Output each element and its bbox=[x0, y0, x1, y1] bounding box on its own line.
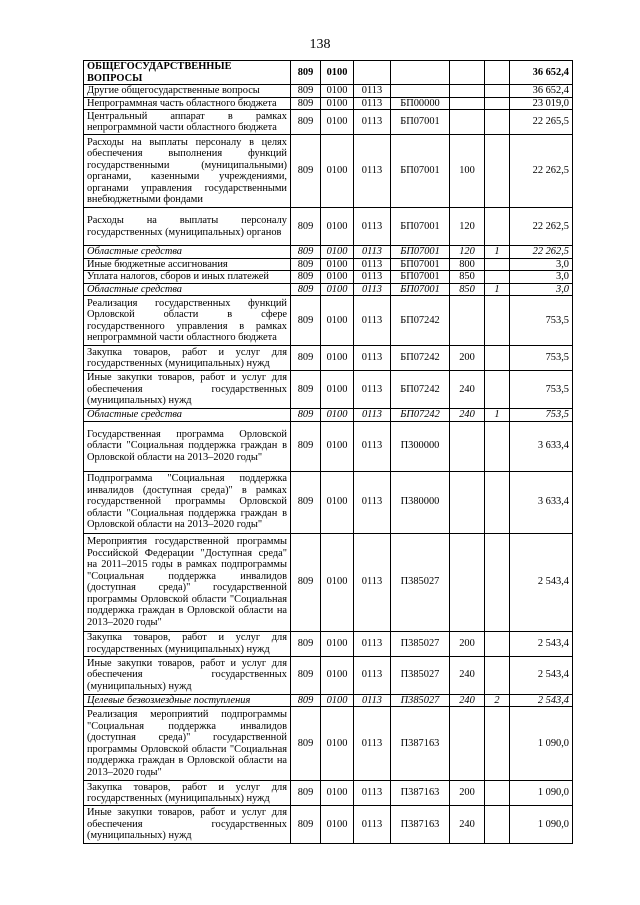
table-row bbox=[84, 421, 573, 471]
funding-source-cell bbox=[485, 806, 510, 844]
section-code-cell: 0100 bbox=[321, 707, 354, 781]
target-article-cell: П387163 bbox=[391, 781, 450, 806]
amount-cell: 753,5 bbox=[510, 371, 573, 409]
section-code-cell: 0100 bbox=[321, 346, 354, 371]
section-code-cell: 0100 bbox=[321, 371, 354, 409]
expense-type-cell: 120 bbox=[450, 246, 485, 259]
expense-type-cell: 240 bbox=[450, 694, 485, 707]
ministry-code-cell: 809 bbox=[291, 296, 321, 346]
funding-source-cell: 2 bbox=[485, 694, 510, 707]
subsection-code-cell: 0113 bbox=[354, 246, 391, 259]
funding-source-cell bbox=[485, 371, 510, 409]
expense-type-cell: 200 bbox=[450, 631, 485, 656]
row-name-cell: Иные бюджетные ассигнования bbox=[84, 258, 291, 271]
subsection-code-cell: 0113 bbox=[354, 346, 391, 371]
row-name-cell: Областные средства bbox=[84, 283, 291, 296]
amount-cell: 22 265,5 bbox=[510, 110, 573, 135]
target-article-cell: БП07242 bbox=[391, 296, 450, 346]
ministry-code-cell: 809 bbox=[291, 258, 321, 271]
expense-type-cell: 120 bbox=[450, 208, 485, 246]
row-name-cell: Закупка товаров, работ и услуг для государственных (муниципальных) нужд bbox=[84, 346, 291, 371]
table-row bbox=[84, 283, 573, 296]
amount-cell: 753,5 bbox=[510, 346, 573, 371]
row-name-cell: Областные средства bbox=[84, 246, 291, 259]
ministry-code-cell: 809 bbox=[291, 135, 321, 208]
table-row bbox=[84, 271, 573, 284]
row-name-cell: Другие общегосударственные вопросы bbox=[84, 85, 291, 98]
target-article-cell: П385027 bbox=[391, 631, 450, 656]
page-number: 138 bbox=[309, 37, 331, 52]
amount-cell: 22 262,5 bbox=[510, 246, 573, 259]
row-name-cell: Реализация государственных функций Орловской области в сфере государственного управления в рамках непрограммной части областного бюджета bbox=[84, 296, 291, 346]
table-row bbox=[84, 246, 573, 259]
target-article-cell: П300000 bbox=[391, 421, 450, 471]
subsection-code-cell: 0113 bbox=[354, 631, 391, 656]
table-row bbox=[84, 110, 573, 135]
section-code-cell: 0100 bbox=[321, 208, 354, 246]
target-article-cell: П385027 bbox=[391, 694, 450, 707]
table-row bbox=[84, 631, 573, 656]
table-body bbox=[84, 61, 573, 844]
section-code-cell: 0100 bbox=[321, 283, 354, 296]
target-article-cell: БП07242 bbox=[391, 371, 450, 409]
expense-type-cell: 240 bbox=[450, 806, 485, 844]
row-name-cell: Реализация мероприятий подпрограммы "Социальная поддержка инвалидов (доступная среда)" государственной программы Орловской области "Социальная поддержка граждан в Орловской области на 2013–2020 годы" bbox=[84, 707, 291, 781]
subsection-code-cell: 0113 bbox=[354, 271, 391, 284]
table-row bbox=[84, 781, 573, 806]
subsection-code-cell: 0113 bbox=[354, 296, 391, 346]
table-row bbox=[84, 85, 573, 98]
funding-source-cell bbox=[485, 631, 510, 656]
subsection-code-cell: 0113 bbox=[354, 283, 391, 296]
funding-source-cell bbox=[485, 110, 510, 135]
expense-type-cell: 240 bbox=[450, 371, 485, 409]
expense-type-cell: 850 bbox=[450, 283, 485, 296]
subsection-code-cell: 0113 bbox=[354, 371, 391, 409]
funding-source-cell: 1 bbox=[485, 246, 510, 259]
subsection-code-cell: 0113 bbox=[354, 409, 391, 422]
ministry-code-cell: 809 bbox=[291, 421, 321, 471]
amount-cell: 2 543,4 bbox=[510, 533, 573, 631]
ministry-code-cell: 809 bbox=[291, 283, 321, 296]
target-article-cell: БП07001 bbox=[391, 208, 450, 246]
section-code-cell: 0100 bbox=[321, 656, 354, 694]
target-article-cell: П385027 bbox=[391, 533, 450, 631]
section-code-cell: 0100 bbox=[321, 694, 354, 707]
amount-cell: 3,0 bbox=[510, 271, 573, 284]
table-row bbox=[84, 258, 573, 271]
ministry-code-cell: 809 bbox=[291, 61, 321, 85]
expense-type-cell bbox=[450, 61, 485, 85]
amount-cell: 2 543,4 bbox=[510, 656, 573, 694]
amount-cell: 36 652,4 bbox=[510, 61, 573, 85]
ministry-code-cell: 809 bbox=[291, 707, 321, 781]
target-article-cell: П387163 bbox=[391, 806, 450, 844]
funding-source-cell bbox=[485, 258, 510, 271]
target-article-cell: БП07001 bbox=[391, 271, 450, 284]
target-article-cell: БП07001 bbox=[391, 283, 450, 296]
amount-cell: 36 652,4 bbox=[510, 85, 573, 98]
subsection-code-cell: 0113 bbox=[354, 97, 391, 110]
subsection-code-cell: 0113 bbox=[354, 258, 391, 271]
table-row bbox=[84, 707, 573, 781]
section-code-cell: 0100 bbox=[321, 296, 354, 346]
section-code-cell: 0100 bbox=[321, 110, 354, 135]
target-article-cell bbox=[391, 61, 450, 85]
expense-type-cell: 240 bbox=[450, 656, 485, 694]
row-name-cell: Закупка товаров, работ и услуг для государственных (муниципальных) нужд bbox=[84, 631, 291, 656]
subsection-code-cell: 0113 bbox=[354, 806, 391, 844]
amount-cell: 2 543,4 bbox=[510, 631, 573, 656]
target-article-cell: БП07001 bbox=[391, 246, 450, 259]
expense-type-cell bbox=[450, 85, 485, 98]
row-name-cell: Закупка товаров, работ и услуг для государственных (муниципальных) нужд bbox=[84, 781, 291, 806]
table-row bbox=[84, 135, 573, 208]
expense-type-cell: 200 bbox=[450, 346, 485, 371]
expense-type-cell: 240 bbox=[450, 409, 485, 422]
budget-table bbox=[83, 60, 573, 844]
section-code-cell: 0100 bbox=[321, 409, 354, 422]
amount-cell: 2 543,4 bbox=[510, 694, 573, 707]
ministry-code-cell: 809 bbox=[291, 471, 321, 533]
amount-cell: 1 090,0 bbox=[510, 781, 573, 806]
expense-type-cell bbox=[450, 296, 485, 346]
expense-type-cell bbox=[450, 707, 485, 781]
funding-source-cell: 1 bbox=[485, 409, 510, 422]
section-code-cell: 0100 bbox=[321, 246, 354, 259]
row-name-cell: Областные средства bbox=[84, 409, 291, 422]
subsection-code-cell: 0113 bbox=[354, 208, 391, 246]
funding-source-cell bbox=[485, 707, 510, 781]
section-code-cell: 0100 bbox=[321, 135, 354, 208]
target-article-cell: БП07242 bbox=[391, 346, 450, 371]
ministry-code-cell: 809 bbox=[291, 271, 321, 284]
funding-source-cell bbox=[485, 296, 510, 346]
row-name-cell: ОБЩЕГОСУДАРСТВЕННЫЕ ВОПРОСЫ bbox=[84, 61, 291, 85]
target-article-cell: БП07001 bbox=[391, 110, 450, 135]
expense-type-cell bbox=[450, 110, 485, 135]
row-name-cell: Иные закупки товаров, работ и услуг для обеспечения государственных (муниципальных) нужд bbox=[84, 371, 291, 409]
amount-cell: 1 090,0 bbox=[510, 806, 573, 844]
subsection-code-cell: 0113 bbox=[354, 85, 391, 98]
amount-cell: 23 019,0 bbox=[510, 97, 573, 110]
row-name-cell: Уплата налогов, сборов и иных платежей bbox=[84, 271, 291, 284]
table-row bbox=[84, 346, 573, 371]
ministry-code-cell: 809 bbox=[291, 346, 321, 371]
table-row bbox=[84, 371, 573, 409]
ministry-code-cell: 809 bbox=[291, 806, 321, 844]
section-code-cell: 0100 bbox=[321, 258, 354, 271]
subsection-code-cell bbox=[354, 61, 391, 85]
ministry-code-cell: 809 bbox=[291, 694, 321, 707]
ministry-code-cell: 809 bbox=[291, 208, 321, 246]
ministry-code-cell: 809 bbox=[291, 246, 321, 259]
amount-cell: 22 262,5 bbox=[510, 208, 573, 246]
row-name-cell: Мероприятия государственной программы Российской Федерации "Доступная среда" на 2011–2015 годы в рамках подпрограммы "Социальная поддержка инвалидов (доступная среда)" государственной программы Орловской области "Социальная поддержка граждан в Орловской области на 2013–2020 годы" bbox=[84, 533, 291, 631]
funding-source-cell: 1 bbox=[485, 283, 510, 296]
subsection-code-cell: 0113 bbox=[354, 781, 391, 806]
section-code-cell: 0100 bbox=[321, 471, 354, 533]
section-code-cell: 0100 bbox=[321, 533, 354, 631]
funding-source-cell bbox=[485, 656, 510, 694]
table-row bbox=[84, 694, 573, 707]
amount-cell: 3 633,4 bbox=[510, 471, 573, 533]
target-article-cell: П385027 bbox=[391, 656, 450, 694]
row-name-cell: Иные закупки товаров, работ и услуг для обеспечения государственных (муниципальных) нужд bbox=[84, 656, 291, 694]
subsection-code-cell: 0113 bbox=[354, 656, 391, 694]
row-name-cell: Расходы на выплаты персоналу государственных (муниципальных) органов bbox=[84, 208, 291, 246]
amount-cell: 3,0 bbox=[510, 283, 573, 296]
table-row bbox=[84, 97, 573, 110]
expense-type-cell: 800 bbox=[450, 258, 485, 271]
funding-source-cell bbox=[485, 471, 510, 533]
subsection-code-cell: 0113 bbox=[354, 421, 391, 471]
amount-cell: 3 633,4 bbox=[510, 421, 573, 471]
row-name-cell: Расходы на выплаты персоналу в целях обеспечения выполнения функций государственными (муниципальными) органами, казенными учреждениями, органами управления государственными внебюджетными фондами bbox=[84, 135, 291, 208]
target-article-cell: БП00000 bbox=[391, 97, 450, 110]
subsection-code-cell: 0113 bbox=[354, 533, 391, 631]
expense-type-cell bbox=[450, 533, 485, 631]
funding-source-cell bbox=[485, 781, 510, 806]
row-name-cell: Иные закупки товаров, работ и услуг для обеспечения государственных (муниципальных) нужд bbox=[84, 806, 291, 844]
subsection-code-cell: 0113 bbox=[354, 707, 391, 781]
subsection-code-cell: 0113 bbox=[354, 135, 391, 208]
table-row bbox=[84, 806, 573, 844]
ministry-code-cell: 809 bbox=[291, 97, 321, 110]
amount-cell: 753,5 bbox=[510, 409, 573, 422]
amount-cell: 753,5 bbox=[510, 296, 573, 346]
expense-type-cell bbox=[450, 471, 485, 533]
amount-cell: 22 262,5 bbox=[510, 135, 573, 208]
target-article-cell: П380000 bbox=[391, 471, 450, 533]
subsection-code-cell: 0113 bbox=[354, 110, 391, 135]
funding-source-cell bbox=[485, 135, 510, 208]
amount-cell: 3,0 bbox=[510, 258, 573, 271]
expense-type-cell: 850 bbox=[450, 271, 485, 284]
section-code-cell: 0100 bbox=[321, 806, 354, 844]
target-article-cell: БП07242 bbox=[391, 409, 450, 422]
ministry-code-cell: 809 bbox=[291, 533, 321, 631]
expense-type-cell: 200 bbox=[450, 781, 485, 806]
row-name-cell: Непрограммная часть областного бюджета bbox=[84, 97, 291, 110]
subsection-code-cell: 0113 bbox=[354, 471, 391, 533]
row-name-cell: Центральный аппарат в рамках непрограммной части областного бюджета bbox=[84, 110, 291, 135]
funding-source-cell bbox=[485, 271, 510, 284]
row-name-cell: Подпрограмма "Социальная поддержка инвалидов (доступная среда)" в рамках государственной программы Орловской области "Социальная поддержка граждан в Орловской области на 2013–2020 годы" bbox=[84, 471, 291, 533]
subsection-code-cell: 0113 bbox=[354, 694, 391, 707]
table-row bbox=[84, 61, 573, 85]
target-article-cell: БП07001 bbox=[391, 258, 450, 271]
ministry-code-cell: 809 bbox=[291, 371, 321, 409]
funding-source-cell bbox=[485, 97, 510, 110]
ministry-code-cell: 809 bbox=[291, 85, 321, 98]
ministry-code-cell: 809 bbox=[291, 656, 321, 694]
section-code-cell: 0100 bbox=[321, 781, 354, 806]
expense-type-cell: 100 bbox=[450, 135, 485, 208]
row-name-cell: Целевые безвозмездные поступления bbox=[84, 694, 291, 707]
table-row bbox=[84, 296, 573, 346]
funding-source-cell bbox=[485, 208, 510, 246]
expense-type-cell bbox=[450, 97, 485, 110]
section-code-cell: 0100 bbox=[321, 61, 354, 85]
row-name-cell: Государственная программа Орловской области "Социальная поддержка граждан в Орловской области на 2013–2020 годы" bbox=[84, 421, 291, 471]
ministry-code-cell: 809 bbox=[291, 110, 321, 135]
section-code-cell: 0100 bbox=[321, 631, 354, 656]
table-row bbox=[84, 471, 573, 533]
ministry-code-cell: 809 bbox=[291, 631, 321, 656]
funding-source-cell bbox=[485, 533, 510, 631]
table-row bbox=[84, 656, 573, 694]
table-row bbox=[84, 409, 573, 422]
funding-source-cell bbox=[485, 85, 510, 98]
section-code-cell: 0100 bbox=[321, 85, 354, 98]
funding-source-cell bbox=[485, 61, 510, 85]
section-code-cell: 0100 bbox=[321, 271, 354, 284]
section-code-cell: 0100 bbox=[321, 97, 354, 110]
ministry-code-cell: 809 bbox=[291, 409, 321, 422]
amount-cell: 1 090,0 bbox=[510, 707, 573, 781]
table-row bbox=[84, 208, 573, 246]
target-article-cell: БП07001 bbox=[391, 135, 450, 208]
ministry-code-cell: 809 bbox=[291, 781, 321, 806]
table-row bbox=[84, 533, 573, 631]
section-code-cell: 0100 bbox=[321, 421, 354, 471]
target-article-cell: П387163 bbox=[391, 707, 450, 781]
expense-type-cell bbox=[450, 421, 485, 471]
funding-source-cell bbox=[485, 346, 510, 371]
target-article-cell bbox=[391, 85, 450, 98]
funding-source-cell bbox=[485, 421, 510, 471]
